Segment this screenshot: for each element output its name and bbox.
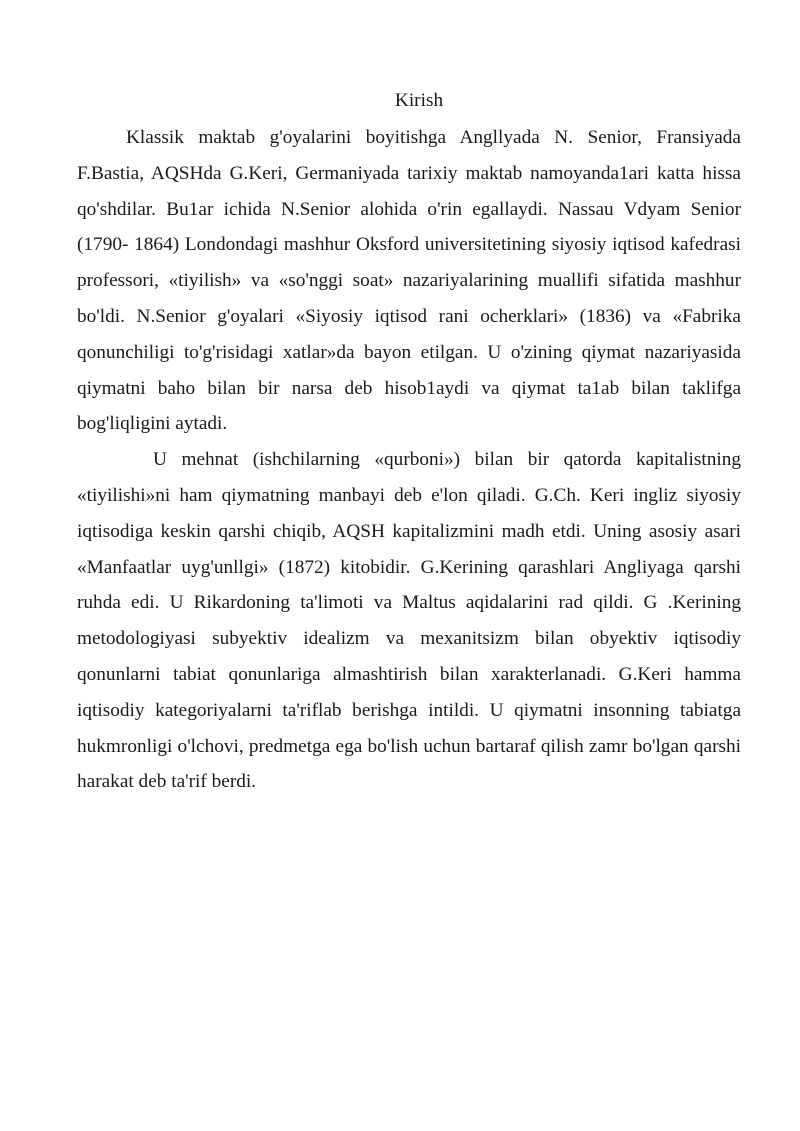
document-title: Kirish <box>394 90 444 111</box>
paragraph-2: U mehnat (ishchilarning «qurboni») bilan bir qatorda kapitalistning «tiyilishi»ni ham qiymatning manbayi deb e'lon qiladi. G.Ch. Keri ingliz siyosiy iqtisodiga keskin qarshi chiqib, AQSH kapitalizmini madh etdi. Uning asosiy asari «Manfaatlar uyg'unllgi» (1872) kitobidir. G.Kerining qarashlari Angliyaga qarshi ruhda edi. U Rikardoning ta'limoti va Maltus aqidalarini rad qildi. G .Kerining metodologiyasi subyektiv idealizm va mexanitsizm bilan obyektiv iqtisodiy qonunlarni tabiat qonunlariga almashtirish bilan xarakterlanadi. G.Keri hamma iqtisodiy kategoriyalarni ta'riflab berishga intildi. U qiymatni insonning tabiatga hukmronligi o'lchovi, predmetga ega bo'lish uchun bartaraf qilish zamr bo'lgan qarshi harakat deb ta'rif berdi. <box>77 449 741 793</box>
paragraph-1: Klassik maktab g'oyalarini boyitishga Angllyada N. Senior, Fransiyada F.Bastia, AQSHda G.Keri, Germaniyada tarixiy maktab namoyanda1ari katta hissa qo'shdilar. Bu1ar ichida N.Senior alohida o'rin egallaydi. Nassau Vdyam Senior (1790- 1864) Londondagi mashhur Oksford universitetining siyosiy iqtisod kafedrasi professori, «tiyilish» va «so'nggi soat» nazariyalarining muallifi sifatida mashhur bo'ldi. N.Senior g'oyalari «Siyosiy iqtisod rani ocherklari» (1836) va «Fabrika qonunchiligi to'g'risidagi xatlar»da bayon etilgan. U o'zining qiymat nazariyasida qiymatni baho bilan bir narsa deb hisob1aydi va qiymat ta1ab bilan taklifga bog'liqligini aytadi. <box>77 127 741 435</box>
document-body <box>77 86 741 800</box>
